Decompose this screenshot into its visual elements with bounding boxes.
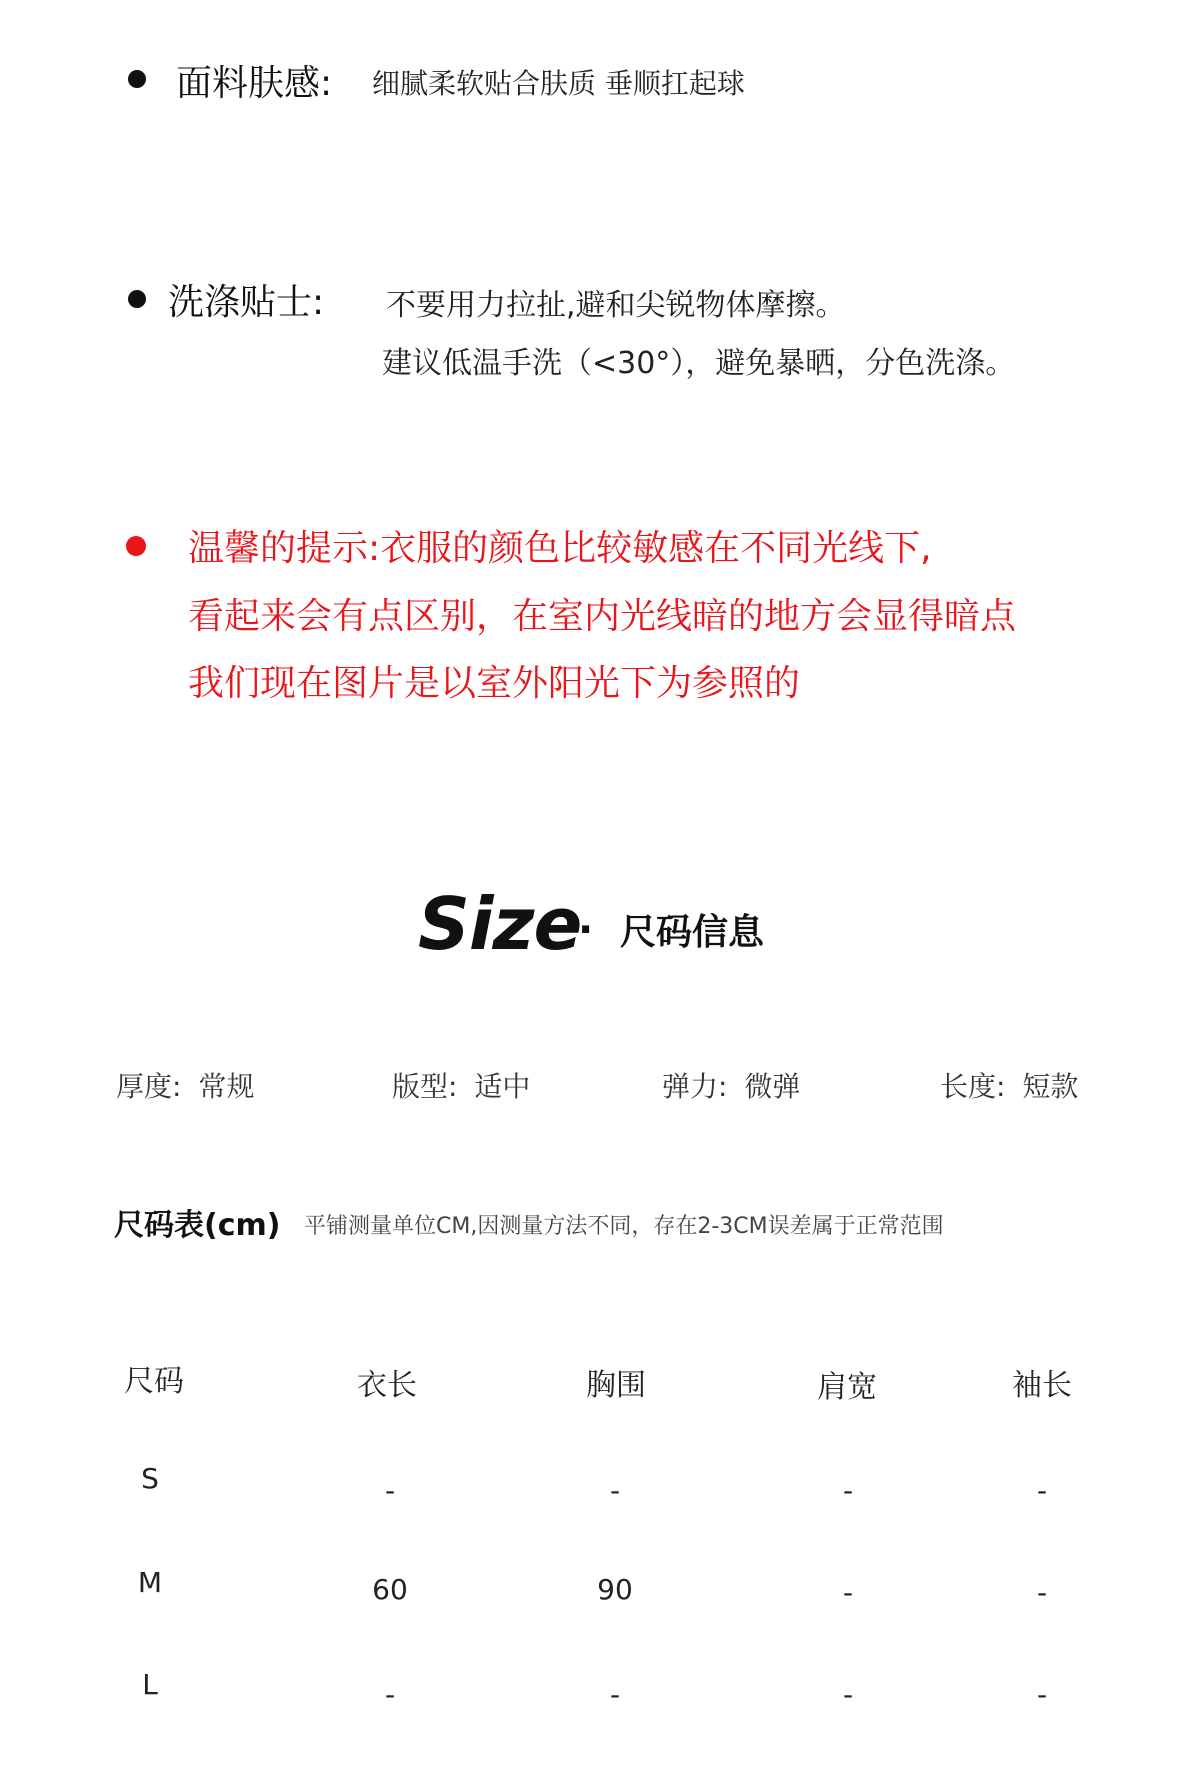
table-cell: - [842, 1678, 854, 1711]
fabric-label: 面料肤感: [176, 63, 333, 104]
table-cell: 90 [597, 1573, 633, 1606]
bullet-dot-icon [126, 536, 146, 556]
table-cell-size: L [142, 1668, 158, 1701]
size-chart-note: 平铺测量单位CM,因测量方法不同，存在2-3CM误差属于正常范围 [304, 1214, 944, 1239]
attribute-value: 微弹 [744, 1070, 801, 1103]
table-header-shoulder: 肩宽 [817, 1370, 877, 1405]
table-header-size: 尺码 [124, 1364, 184, 1399]
fabric-value: 细腻柔软贴合肤质 垂顺扛起球 [372, 67, 745, 100]
bullet-dot-icon [128, 290, 146, 308]
washing-label: 洗涤贴士: [168, 282, 325, 323]
table-cell: - [384, 1678, 396, 1711]
table-cell: - [1036, 1576, 1048, 1609]
table-cell-size: S [141, 1462, 159, 1495]
attribute-label: 弹力: [662, 1070, 728, 1103]
attribute-value: 短款 [1022, 1070, 1079, 1103]
size-chart-title: 尺码表(cm) [114, 1208, 281, 1243]
size-subtitle: 尺码信息 [620, 912, 765, 953]
attribute-thickness [116, 1065, 254, 1105]
attribute-label: 版型: [392, 1070, 458, 1103]
table-header-sleeve: 袖长 [1012, 1368, 1072, 1403]
table-cell: - [609, 1474, 621, 1507]
notice-line-2: 看起来会有点区别，在室内光线暗的地方会显得暗点 [188, 596, 1017, 637]
attribute-label: 厚度: [116, 1070, 182, 1103]
attribute-fit [392, 1065, 530, 1105]
table-cell: - [384, 1474, 396, 1507]
table-cell-size: M [137, 1566, 163, 1599]
table-cell: - [1036, 1474, 1048, 1507]
table-header-chest: 胸围 [586, 1368, 646, 1403]
table-cell: - [842, 1474, 854, 1507]
attribute-label: 长度: [940, 1070, 1006, 1103]
attribute-value: 常规 [198, 1070, 255, 1103]
attribute-value: 适中 [474, 1070, 531, 1103]
table-cell: 60 [372, 1573, 408, 1606]
table-cell: - [842, 1576, 854, 1609]
table-cell: - [609, 1678, 621, 1711]
table-header-length: 衣长 [357, 1368, 417, 1403]
attribute-elasticity [662, 1065, 800, 1105]
washing-line-1: 不要用力拉扯,避和尖锐物体摩擦。 [386, 288, 846, 323]
size-title: Size [418, 882, 582, 966]
table-cell: - [1036, 1678, 1048, 1711]
notice-line-3: 我们现在图片是以室外阳光下为参照的 [188, 663, 801, 704]
bullet-dot-icon [128, 70, 146, 88]
size-separator: · [578, 907, 594, 953]
attribute-length [940, 1065, 1078, 1105]
washing-line-2: 建议低温手洗（<30°），避免暴晒，分色洗涤。 [382, 346, 1016, 381]
notice-line-1: 温馨的提示:衣服的颜色比较敏感在不同光线下, [188, 528, 932, 569]
